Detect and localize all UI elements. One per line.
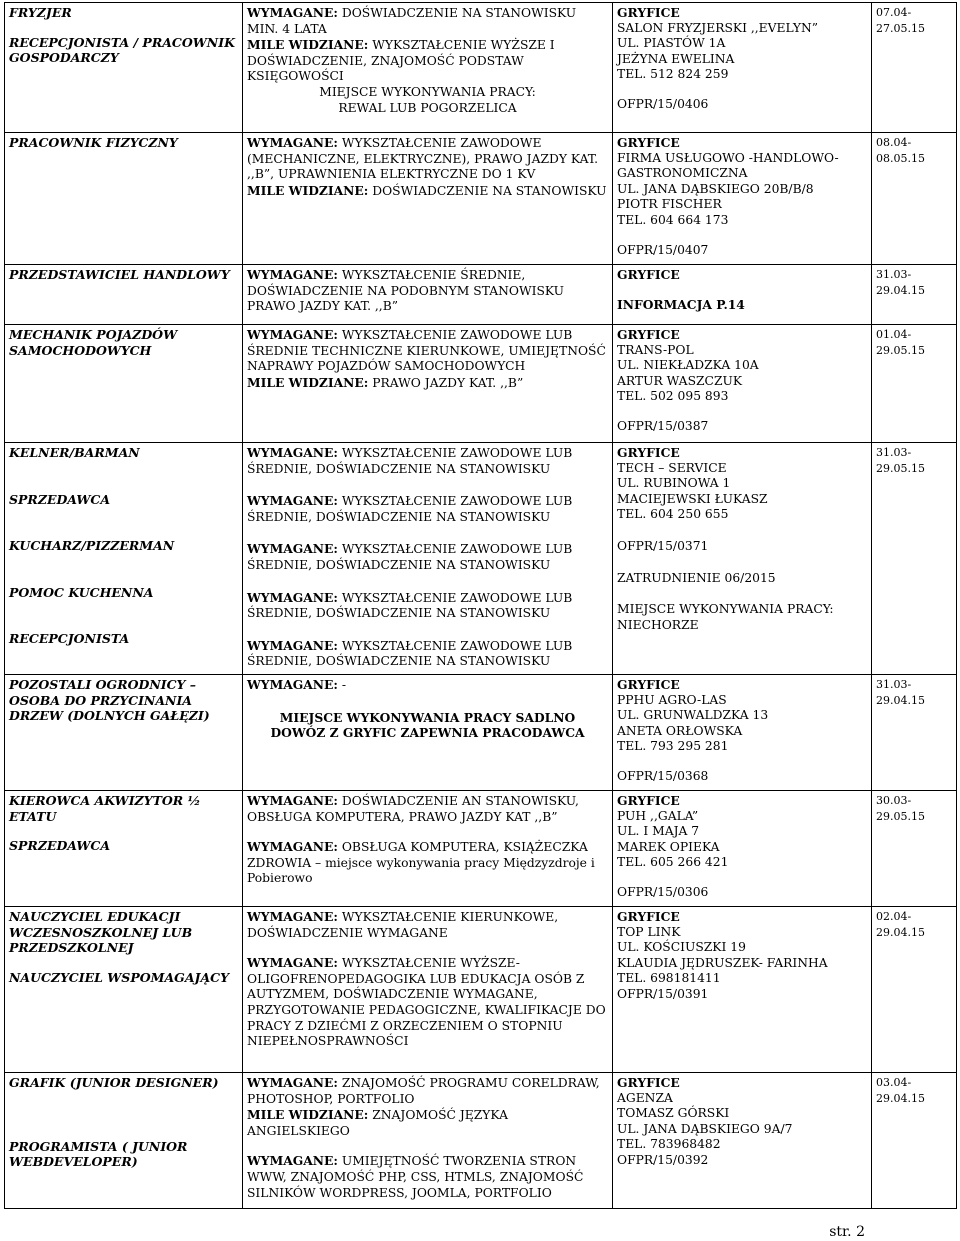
employer-line: PUH ,,GALA” bbox=[617, 808, 699, 823]
employer-line: PPHU AGRO-LAS bbox=[617, 692, 727, 707]
requirement: WYMAGANE: - bbox=[247, 677, 347, 692]
employer-cell bbox=[613, 791, 872, 907]
job-title: PRZEDSTAWICIEL HANDLOWY bbox=[9, 267, 230, 282]
transport-note: DOWÓZ Z GRYFIC ZAPEWNIA PRACODAWCA bbox=[270, 725, 585, 741]
offer-number: OFPR/15/0407 bbox=[617, 242, 709, 257]
job-cell bbox=[5, 265, 243, 325]
employer-line: TEL. 783968482 bbox=[617, 1137, 721, 1152]
employer-line: TEL. 502 095 893 bbox=[617, 389, 729, 404]
offer-number: OFPR/15/0368 bbox=[617, 768, 709, 783]
job-title: SPRZEDAWCA bbox=[9, 838, 111, 854]
offer-number: OFPR/15/0391 bbox=[617, 986, 709, 1001]
requirement: WYMAGANE: WYKSZTAŁCENIE ZAWODOWE LUB ŚREDNIE, DOŚWIADCZENIE NA STANOWISKU bbox=[247, 541, 573, 572]
employer-line: SALON FRYZJERSKI ,,EVELYN” bbox=[617, 20, 819, 35]
job-title: SPRZEDAWCA bbox=[9, 491, 111, 507]
job-cell bbox=[5, 907, 243, 1073]
employer-line: AGENZA bbox=[617, 1090, 673, 1105]
requirements-cell bbox=[243, 3, 613, 133]
employer-line: TEL. 793 295 281 bbox=[617, 739, 729, 754]
date-cell bbox=[872, 791, 957, 907]
table-row bbox=[5, 133, 957, 265]
job-title: POMOC KUCHENNA bbox=[9, 584, 154, 600]
job-title: NAUCZYCIEL WSPOMAGAJĄCY bbox=[9, 969, 230, 985]
requirement: WYMAGANE: WYKSZTAŁCENIE KIERUNKOWE, DOŚWIADCZENIE WYMAGANE bbox=[247, 909, 559, 940]
workplace-value: REWAL LUB POGORZELICA bbox=[338, 100, 517, 115]
employer-line: MAREK OPIEKA bbox=[617, 839, 720, 854]
date-cell bbox=[872, 443, 957, 675]
job-cell bbox=[5, 325, 243, 443]
employer-line: TRANS-POL bbox=[617, 342, 694, 357]
date-cell bbox=[872, 3, 957, 133]
employer-line: TOP LINK bbox=[617, 924, 681, 939]
validity-date: 07.04-27.05.15 bbox=[876, 6, 925, 35]
job-cell bbox=[5, 675, 243, 791]
employer-line: TEL. 512 824 259 bbox=[617, 67, 729, 82]
requirements-cell bbox=[243, 1073, 613, 1209]
table-row bbox=[5, 325, 957, 443]
employer-city: GRYFICE bbox=[617, 135, 680, 150]
requirement: WYMAGANE: ZNAJOMOŚĆ PROGRAMU CORELDRAW, PHOTOSHOP, PORTFOLIO bbox=[247, 1075, 600, 1106]
requirements-cell bbox=[243, 325, 613, 443]
employer-cell bbox=[613, 325, 872, 443]
validity-date: 31.03-29.04.15 bbox=[876, 678, 925, 707]
offer-number: OFPR/15/0306 bbox=[617, 884, 709, 899]
validity-date: 31.03-29.04.15 bbox=[876, 268, 925, 297]
job-title: KIEROWCA AKWIZYTOR ½ ETATU bbox=[9, 793, 201, 824]
requirement: MILE WIDZIANE: PRAWO JAZDY KAT. ,,B” bbox=[247, 374, 524, 390]
employer-city: GRYFICE bbox=[617, 445, 680, 460]
employer-line: TEL. 604 250 655 bbox=[617, 507, 729, 522]
date-cell bbox=[872, 325, 957, 443]
employer-line: UL. GRUNWALDZKA 13 bbox=[617, 708, 769, 723]
employer-line: ARTUR WASZCZUK bbox=[617, 373, 743, 388]
employer-line: UL. RUBINOWA 1 bbox=[617, 476, 731, 491]
employer-line: UL. I MAJA 7 bbox=[617, 824, 700, 839]
employer-city: GRYFICE bbox=[617, 327, 680, 342]
table-row bbox=[5, 907, 957, 1073]
requirement: WYMAGANE: WYKSZTAŁCENIE ZAWODOWE LUB ŚREDNIE, DOŚWIADCZENIE NA STANOWISKU bbox=[247, 589, 573, 621]
employer-cell bbox=[613, 265, 872, 325]
table-row bbox=[5, 443, 957, 675]
requirement: WYMAGANE: OBSŁUGA KOMPUTERA, KSIĄŻECZKA ZDROWIA – miejsce wykonywania pracy Międzyzdroje i Pobierowo bbox=[247, 839, 595, 886]
employer-line: UL. PIASTÓW 1A bbox=[617, 36, 726, 51]
job-title: RECEPCJONISTA bbox=[9, 631, 130, 647]
requirement: WYMAGANE: DOŚWIADCZENIE NA STANOWISKU MIN. 4 LATA bbox=[247, 5, 577, 36]
job-title: GRAFIK (JUNIOR DESIGNER) bbox=[9, 1075, 219, 1090]
job-title: NAUCZYCIEL EDUKACJI WCZESNOSZKOLNEJ LUB PRZEDSZKOLNEJ bbox=[9, 909, 193, 956]
validity-date: 30.03-29.05.15 bbox=[876, 794, 925, 823]
date-cell bbox=[872, 675, 957, 791]
offer-number: OFPR/15/0392 bbox=[617, 1152, 709, 1167]
employer-line: ANETA ORŁOWSKA bbox=[617, 723, 743, 738]
requirement: WYMAGANE: DOŚWIADCZENIE AN STANOWISKU, OBSŁUGA KOMPUTERA, PRAWO JAZDY KAT ,,B” bbox=[247, 793, 579, 824]
table-row bbox=[5, 265, 957, 325]
requirements-cell bbox=[243, 133, 613, 265]
validity-date: 31.03-29.05.15 bbox=[876, 446, 925, 475]
employer-city: GRYFICE bbox=[617, 793, 680, 808]
employer-line: UL. JANA DĄBSKIEGO 20B/B/8 bbox=[617, 181, 814, 196]
employer-cell bbox=[613, 675, 872, 791]
job-title: PRACOWNIK FIZYCZNY bbox=[9, 135, 178, 150]
employment-start: ZATRUDNIENIE 06/2015 bbox=[617, 570, 776, 585]
requirements-cell bbox=[243, 791, 613, 907]
validity-date: 01.04-29.05.15 bbox=[876, 328, 925, 357]
job-title: FRYZJER bbox=[9, 5, 72, 20]
requirements-cell bbox=[243, 675, 613, 791]
employer-line: UL. KOŚCIUSZKI 19 bbox=[617, 940, 746, 955]
requirement: MILE WIDZIANE: DOŚWIADCZENIE NA STANOWISKU bbox=[247, 182, 607, 198]
table-row bbox=[5, 675, 957, 791]
validity-date: 02.04-29.04.15 bbox=[876, 910, 925, 939]
employer-city: GRYFICE bbox=[617, 5, 680, 20]
requirement: MILE WIDZIANE: ZNAJOMOŚĆ JĘZYKA ANGIELSKIEGO bbox=[247, 1107, 508, 1138]
table-row bbox=[5, 3, 957, 133]
table-row bbox=[5, 1073, 957, 1209]
offer-number: OFPR/15/0387 bbox=[617, 418, 709, 433]
job-cell bbox=[5, 443, 243, 675]
job-title: KUCHARZ/PIZZERMAN bbox=[9, 538, 175, 554]
job-offers-table bbox=[4, 2, 957, 1209]
employer-line: PIOTR FISCHER bbox=[617, 197, 722, 212]
validity-date: 08.04-08.05.15 bbox=[876, 136, 925, 165]
date-cell bbox=[872, 907, 957, 1073]
requirement: WYMAGANE: WYKSZTAŁCENIE ZAWODOWE LUB ŚREDNIE TECHNICZNE KIERUNKOWE, UMIEJĘTNOŚĆ NAPRAWY POJAZDÓW SAMOCHODOWYCH bbox=[247, 327, 606, 374]
requirement: WYMAGANE: WYKSZTAŁCENIE ŚREDNIE, DOŚWIADCZENIE NA PODOBNYM STANOWISKU PRAWO JAZDY KAT. ,,B” bbox=[247, 267, 564, 314]
date-cell bbox=[872, 265, 957, 325]
requirements-cell bbox=[243, 443, 613, 675]
requirement: WYMAGANE: WYKSZTAŁCENIE ZAWODOWE LUB ŚREDNIE, DOŚWIADCZENIE NA STANOWISKU bbox=[247, 637, 573, 669]
requirements-cell bbox=[243, 907, 613, 1073]
job-title: RECEPCJONISTA / PRACOWNIK GOSPODARCZY bbox=[9, 34, 235, 66]
employer-line: TEL. 698181411 bbox=[617, 971, 721, 986]
requirement: MILE WIDZIANE: WYKSZTAŁCENIE WYŻSZE I DOŚWIADCZENIE, ZNAJOMOŚĆ PODSTAW KSIĘGOWOŚCI bbox=[247, 37, 555, 84]
offer-number: OFPR/15/0371 bbox=[617, 538, 709, 553]
job-cell bbox=[5, 133, 243, 265]
employer-line: TEL. 604 664 173 bbox=[617, 212, 729, 227]
workplace-note: MIEJSCE WYKONYWANIA PRACY SADLNO bbox=[279, 709, 576, 725]
employer-city: GRYFICE bbox=[617, 1075, 680, 1090]
requirements-cell bbox=[243, 265, 613, 325]
workplace: MIEJSCE WYKONYWANIA PRACY: NIECHORZE bbox=[617, 602, 834, 632]
employer-cell bbox=[613, 133, 872, 265]
employer-line: FIRMA USŁUGOWO -HANDLOWO- GASTRONOMICZNA bbox=[617, 150, 839, 181]
employer-line: KLAUDIA JĘDRUSZEK- FARINHA bbox=[617, 955, 828, 970]
info-reference: INFORMACJA P.14 bbox=[617, 296, 745, 312]
employer-cell bbox=[613, 443, 872, 675]
employer-city: GRYFICE bbox=[617, 267, 680, 282]
employer-city: GRYFICE bbox=[617, 677, 680, 692]
page-number: str. 2 bbox=[829, 1224, 865, 1240]
requirement: WYMAGANE: WYKSZTAŁCENIE ZAWODOWE LUB ŚREDNIE, DOŚWIADCZENIE NA STANOWISKU bbox=[247, 493, 573, 524]
employer-line: TEL. 605 266 421 bbox=[617, 855, 729, 870]
requirement: WYMAGANE: WYKSZTAŁCENIE ZAWODOWE LUB ŚREDNIE, DOŚWIADCZENIE NA STANOWISKU bbox=[247, 445, 573, 476]
requirement: WYMAGANE: UMIEJĘTNOŚĆ TWORZENIA STRON WWW, ZNAJOMOŚĆ PHP, CSS, HTMLS, ZNAJOMOŚĆ SILNIKÓW WORDPRESS, JOOMLA, PORTFOLIO bbox=[247, 1153, 584, 1200]
employer-cell bbox=[613, 907, 872, 1073]
job-title: POZOSTALI OGRODNICY – OSOBA DO PRZYCINANIA DRZEW (DOLNYCH GAŁĘZI) bbox=[9, 677, 210, 724]
validity-date: 03.04-29.04.15 bbox=[876, 1076, 925, 1105]
offer-number: OFPR/15/0406 bbox=[617, 96, 709, 111]
employer-line: UL. NIEKŁADZKA 10A bbox=[617, 358, 759, 373]
table-row bbox=[5, 791, 957, 907]
job-title: KELNER/BARMAN bbox=[9, 445, 140, 460]
employer-line: JEŻYNA EWELINA bbox=[617, 51, 735, 66]
date-cell bbox=[872, 133, 957, 265]
employer-cell bbox=[613, 1073, 872, 1209]
requirement: WYMAGANE: WYKSZTAŁCENIE ZAWODOWE (MECHANICZNE, ELEKTRYCZNE), PRAWO JAZDY KAT. ,,B”, UPRAWNIENIA ELEKTRYCZNE DO 1 KV bbox=[247, 135, 599, 182]
job-title: PROGRAMISTA ( JUNIOR WEBDEVELOPER) bbox=[9, 1138, 188, 1170]
employer-line: TOMASZ GÓRSKI bbox=[617, 1106, 730, 1121]
job-cell bbox=[5, 1073, 243, 1209]
requirement: WYMAGANE: WYKSZTAŁCENIE WYŻSZE-OLIGOFRENOPEDAGOGIKA LUB EDUKACJA OSÓB Z AUTYZMEM, DOŚWIADCZENIE WYMAGANE, PRZYGOTOWANIE PEDAGOGICZNE, KWALIFIKACJE DO PRACY Z DZIEĆMI Z ORZECZENIEM O STOPNIU NIEPEŁNOSPRAWNOŚCI bbox=[247, 955, 606, 1049]
employer-line: UL. JANA DĄBSKIEGO 9A/7 bbox=[617, 1121, 793, 1136]
job-cell bbox=[5, 791, 243, 907]
employer-city: GRYFICE bbox=[617, 909, 680, 924]
date-cell bbox=[872, 1073, 957, 1209]
job-title: MECHANIK POJAZDÓW SAMOCHODOWYCH bbox=[9, 327, 178, 358]
employer-cell bbox=[613, 3, 872, 133]
job-cell bbox=[5, 3, 243, 133]
employer-line: TECH – SERVICE bbox=[617, 460, 727, 475]
workplace-label: MIEJSCE WYKONYWANIA PRACY: bbox=[319, 84, 536, 99]
employer-line: MACIEJEWSKI ŁUKASZ bbox=[617, 491, 768, 506]
